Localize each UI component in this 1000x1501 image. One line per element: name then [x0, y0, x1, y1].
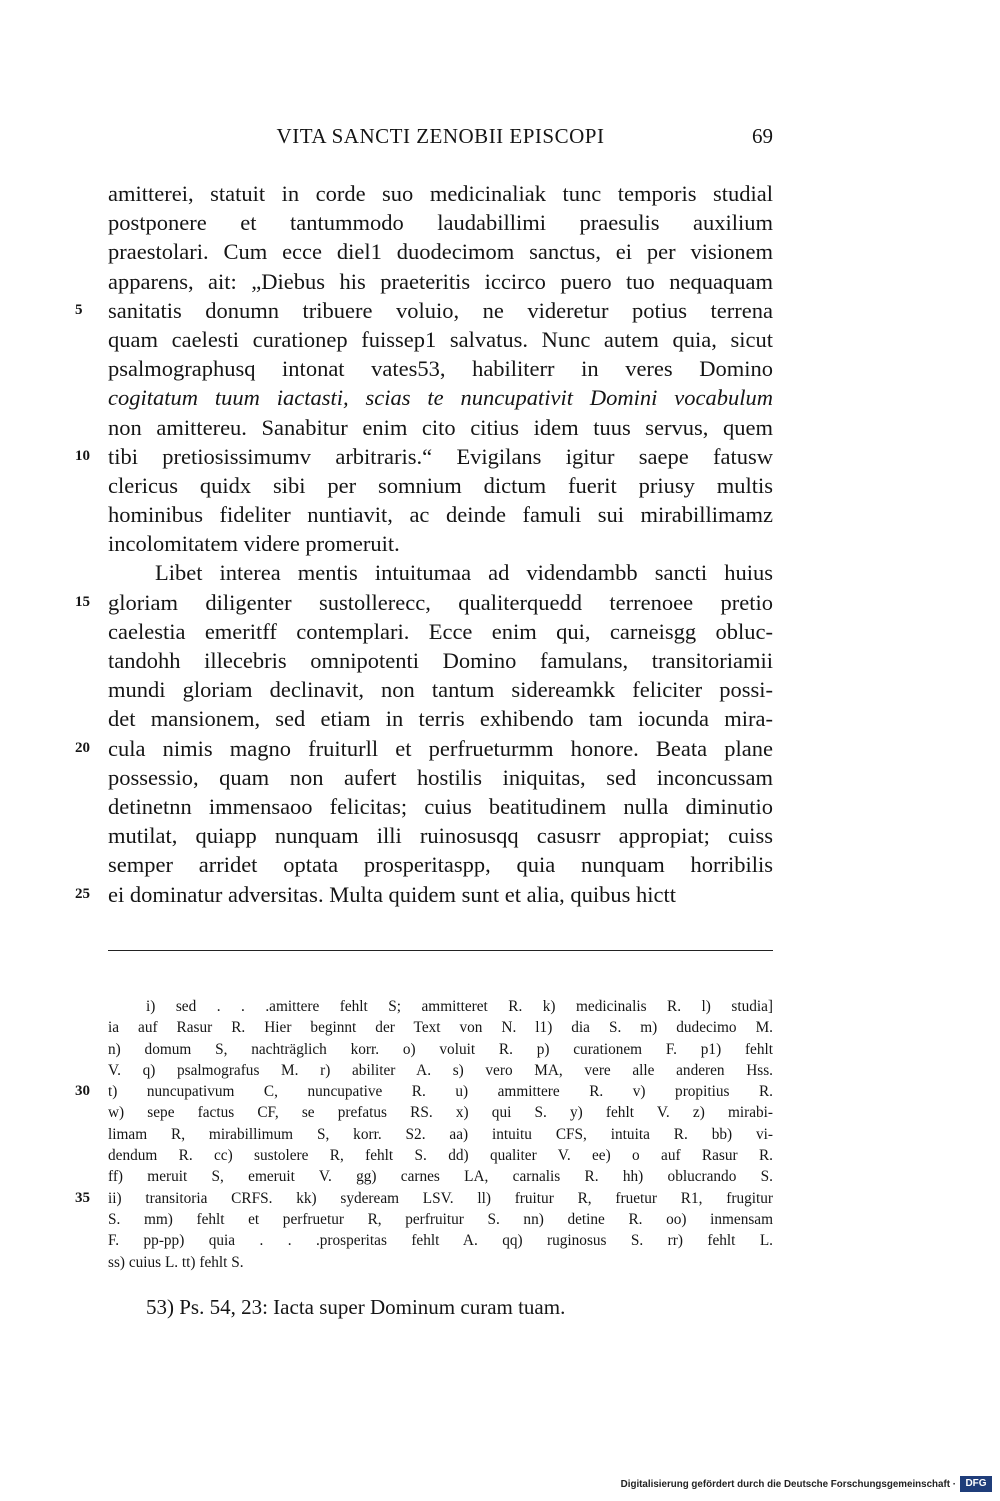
text-line	[75, 296, 773, 325]
line-number: 20	[75, 739, 90, 756]
text-line: clericus quidx sibi per somnium dictum fuerit priusy multis	[108, 472, 773, 498]
text-line: apparens, ait: „Diebus his praeteritis iccirco puero tuo nequaquam	[108, 268, 773, 294]
apparatus-line: ia auf Rasur R. Hier beginnt der Text von N. l1) dia S. m) dudecimo M.	[108, 1019, 773, 1037]
apparatus-line: S. mm) fehlt et perfruetur R, perfruitur S. nn) detine R. oo) inmensam	[108, 1210, 773, 1228]
text-line: quam caelesti curationep fuissep1 salvatus. Nunc autem quia, sicut	[108, 326, 773, 352]
text-line: incolomitatem videre promeruit.	[108, 531, 400, 557]
text-line-content: tibi pretiosissimumv arbitraris.“ Evigilans igitur saepe fatusw	[108, 443, 773, 469]
text-line-content: gloriam diligenter sustollerecc, qualiterquedd terrenoee pretio	[108, 589, 773, 615]
digitization-credit: Digitalisierung gefördert durch die Deutsche Forschungsgemeinschaft ·	[620, 1479, 956, 1490]
text-line	[75, 588, 773, 617]
footnote-divider	[108, 950, 773, 951]
text-line	[75, 442, 773, 471]
line-number: 15	[75, 593, 90, 610]
text-line: praestolari. Cum ecce diel1 duodecimom sanctus, ei per visionem	[108, 239, 773, 265]
apparatus-line: ss) cuius L. tt) fehlt S.	[108, 1253, 244, 1271]
apparatus-line	[75, 1081, 773, 1102]
text-line: amitterei, statuit in corde suo medicinaliak tunc temporis studial	[108, 181, 773, 206]
text-line: det mansionem, sed etiam in terris exhibendo tam iocunda mira-	[108, 706, 773, 732]
text-line-content: cula nimis magno fruiturll et perfrueturmm honore. Beata plane	[108, 735, 773, 761]
text-line: semper arridet optata prosperitaspp, quia nunquam horribilis	[108, 852, 773, 878]
text-line: tandohh illecebris omnipotenti Domino famulans, transitoriamii	[108, 648, 773, 673]
text-line-content: sanitatis donumn tribuere voluio, ne videretur potius terrena	[108, 297, 773, 323]
page-number: 69	[752, 124, 773, 148]
text-line: caelestia emeritff contemplari. Ecce enim qui, carneisgg obluc-	[108, 618, 773, 644]
apparatus-line-content: ii) transitoria CRFS. kk) sydeream LSV. ll) fruitur R, fruetur R1, frugitur	[108, 1189, 773, 1207]
critical-apparatus	[75, 996, 773, 1273]
line-number: 25	[75, 885, 90, 902]
apparatus-line: i) sed . . .amittere fehlt S; ammitteret R. k) medicinalis R. l) studia]	[146, 998, 773, 1015]
running-title: VITA SANCTI ZENOBII EPISCOPI	[276, 124, 605, 148]
text-line: Libet interea mentis intuitumaa ad videndambb sancti huius	[155, 560, 773, 586]
text-line: possessio, quam non aufert hostilis iniquitas, sed inconcussam	[108, 764, 773, 790]
line-number: 30	[75, 1083, 90, 1100]
text-line: mundi gloriam declinavit, non tantum sidereamkk feliciter possi-	[108, 677, 773, 703]
apparatus-line: F. pp-pp) quia . . .prosperitas fehlt A. qq) ruginosus S. rr) fehlt L.	[108, 1232, 773, 1250]
dfg-logo-icon: DFG	[960, 1476, 992, 1492]
apparatus-line: V. q) psalmografus M. r) abiliter A. s) vero MA, vere alle anderen Hss.	[108, 1061, 773, 1079]
text-line	[75, 734, 773, 763]
text-line: detinetnn immensaoo felicitas; cuius beatitudinem nulla diminutio	[108, 793, 773, 819]
apparatus-line: limam R, mirabillimum S, korr. S2. aa) intuitu CFS, intuita R. bb) vi-	[108, 1125, 773, 1143]
apparatus-line	[75, 1188, 773, 1209]
page-header	[108, 124, 773, 158]
text-line: psalmographusq intonat vates53, habiliterr in veres Domino	[108, 356, 773, 382]
line-number: 5	[75, 301, 83, 318]
apparatus-line: w) sepe factus CF, se prefatus RS. x) qui S. y) fehlt V. z) mirabi-	[108, 1104, 773, 1122]
main-text	[75, 179, 773, 909]
text-line: hominibus fideliter nuntiavit, ac deinde famuli sui mirabillimamz	[108, 502, 773, 528]
apparatus-line-content: t) nuncupativum C, nuncupative R. u) ammittere R. v) propitius R.	[108, 1083, 773, 1101]
text-line-content: ei dominatur adversitas. Multa quidem sunt et alia, quibus hictt	[108, 881, 677, 907]
text-line: cogitatum tuum iactasti, scias te nuncupativit Domini vocabulum	[108, 385, 773, 411]
text-line	[75, 880, 773, 909]
apparatus-line: ff) meruit S, emeruit V. gg) carnes LA, carnalis R. hh) oblucrando S.	[108, 1168, 773, 1186]
apparatus-line: n) domum S, nachträglich korr. o) voluit R. p) curationem F. p1) fehlt	[108, 1040, 773, 1058]
text-line: mutilat, quiapp nunquam illi ruinosusqq casusrr appropiat; cuiss	[108, 823, 773, 849]
text-line: non amittereu. Sanabitur enim cito citius idem tuus servus, quem	[108, 414, 773, 440]
text-line: postponere et tantummodo laudabillimi praesulis auxilium	[108, 210, 773, 236]
source-citation: 53) Ps. 54, 23: Iacta super Dominum curam tuam.	[146, 1295, 566, 1319]
apparatus-line: dendum R. cc) sustolere R, fehlt S. dd) qualiter V. ee) o auf Rasur R.	[108, 1147, 773, 1165]
line-number: 10	[75, 447, 90, 464]
line-number: 35	[75, 1189, 90, 1206]
